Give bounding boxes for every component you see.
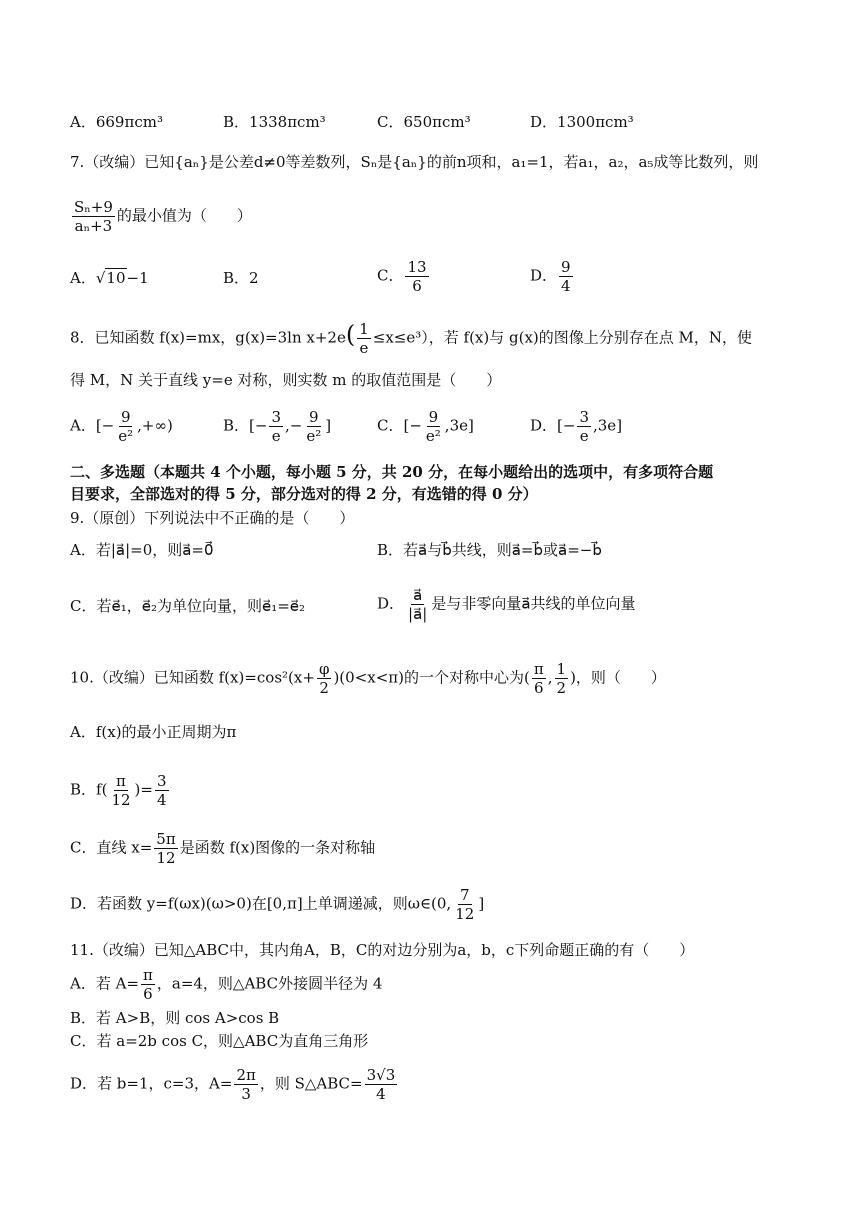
q8-option-c: C．[− $\frac{9}{\text{e²}}$ ,3e] (377, 408, 474, 445)
q7-option-c: C． $\frac{13}{6}$ (377, 258, 427, 295)
q7-option-b: B．2 (223, 269, 259, 287)
q10-option-c: C．直线 x= $\frac{5\pi}{12}$ 是函数 f(x)图像的一条对称轴 (70, 830, 376, 867)
q7-fraction-line: $\frac{\text{Sₙ+9}}{\text{aₙ+3}}$ 的最小值为（ ） (74, 198, 252, 235)
q10-option-d: D．若函数 y=f(ωx)(ω>0)在[0,π]上单调递减，则ω∈(0, $\frac{7}{12}$ ] (70, 886, 485, 923)
q6-option-a: A．669πcm³ (70, 113, 163, 131)
q9-option-c: C．若e⃗₁，e⃗₂为单位向量，则e⃗₁=e⃗₂ (70, 597, 306, 615)
q8-option-a: A．[− $\frac{9}{\text{e²}}$ ,+∞) (70, 408, 173, 445)
section2-heading-line1: 二、多选题（本题共 4 个小题，每小题 5 分，共 20 分，在每小题给出的选项中，有多项符合题 (70, 463, 714, 481)
q7-fraction: $\frac{\text{Sₙ+9}}{\text{aₙ+3}}$ (74, 198, 113, 235)
q9-option-b: B．若a⃗与b⃗共线，则a⃗=b⃗或a⃗=−b⃗ (377, 541, 602, 559)
q7-option-d: D． $\frac{9}{4}$ (530, 258, 571, 295)
q7-option-a: A．√10−1 (70, 269, 149, 287)
q11-option-d: D．若 b=1，c=3，A= $\frac{2\pi}{3}$ ，则 S△ABC= $\frac{3√3}{4}$ (70, 1066, 396, 1103)
q9-option-d: D． $\frac{a⃗}{|a⃗|}$ 是与非零向量a⃗共线的单位向量 (377, 586, 636, 623)
q10-option-b: B．f( $\frac{\pi}{12}$ )= $\frac{3}{4}$ (70, 772, 167, 809)
q8-option-b: B．[− $\frac{3}{e}$ ,− $\frac{9}{\text{e²}}$ ] (223, 408, 332, 445)
q8-stem: 8．已知函数 f(x)=mx，g(x)=3ln x+2e( $\frac{1}{e}$ ≤x≤e³），若 f(x)与 g(x)的图像上分别存在点 M，N，使 (70, 320, 753, 357)
q11-option-a: A．若 A= $\frac{\pi}{6}$ ，a=4，则△ABC外接圆半径为 4 (70, 966, 383, 1003)
q11-option-c: C．若 a=2b cos C，则△ABC为直角三角形 (70, 1032, 369, 1050)
q6-option-d: D．1300πcm³ (530, 113, 634, 131)
q10-stem: 10.（改编）已知函数 f(x)=cos²(x+ $\frac{\varphi}{2}$ )(0<x<π)的一个对称中心为( $\frac{\pi}{6}$ , $\frac{1}{2}$ )，则（ ） (70, 660, 666, 697)
q11-stem: 11.（改编）已知△ABC中，其内角A，B，C的对边分别为a，b，c下列命题正确的有（ ） (70, 941, 695, 959)
q11-option-b: B．若 A>B，则 cos A>cos B (70, 1009, 280, 1027)
q6-option-c: C．650πcm³ (377, 113, 471, 131)
q9-option-a: A．若|a⃗|=0，则a⃗=0⃗ (70, 541, 214, 559)
q8-option-d: D．[− $\frac{3}{e}$ ,3e] (530, 408, 623, 445)
q7-stem: 7.（改编）已知{aₙ}是公差d≠0等差数列，Sₙ是{aₙ}的前n项和，a₁=1，若a₁，a₂，a₅成等比数列，则 (70, 153, 759, 171)
q8-line2: 得 M，N 关于直线 y=e 对称，则实数 m 的取值范围是（ ） (70, 371, 502, 389)
section2-heading-line2: 目要求，全部选对的得 5 分，部分选对的得 2 分，有选错的得 0 分） (70, 485, 538, 503)
q10-option-a: A．f(x)的最小正周期为π (70, 723, 237, 741)
q6-option-b: B．1338πcm³ (223, 113, 326, 131)
q9-stem: 9.（原创）下列说法中不正确的是（ ） (70, 509, 355, 527)
